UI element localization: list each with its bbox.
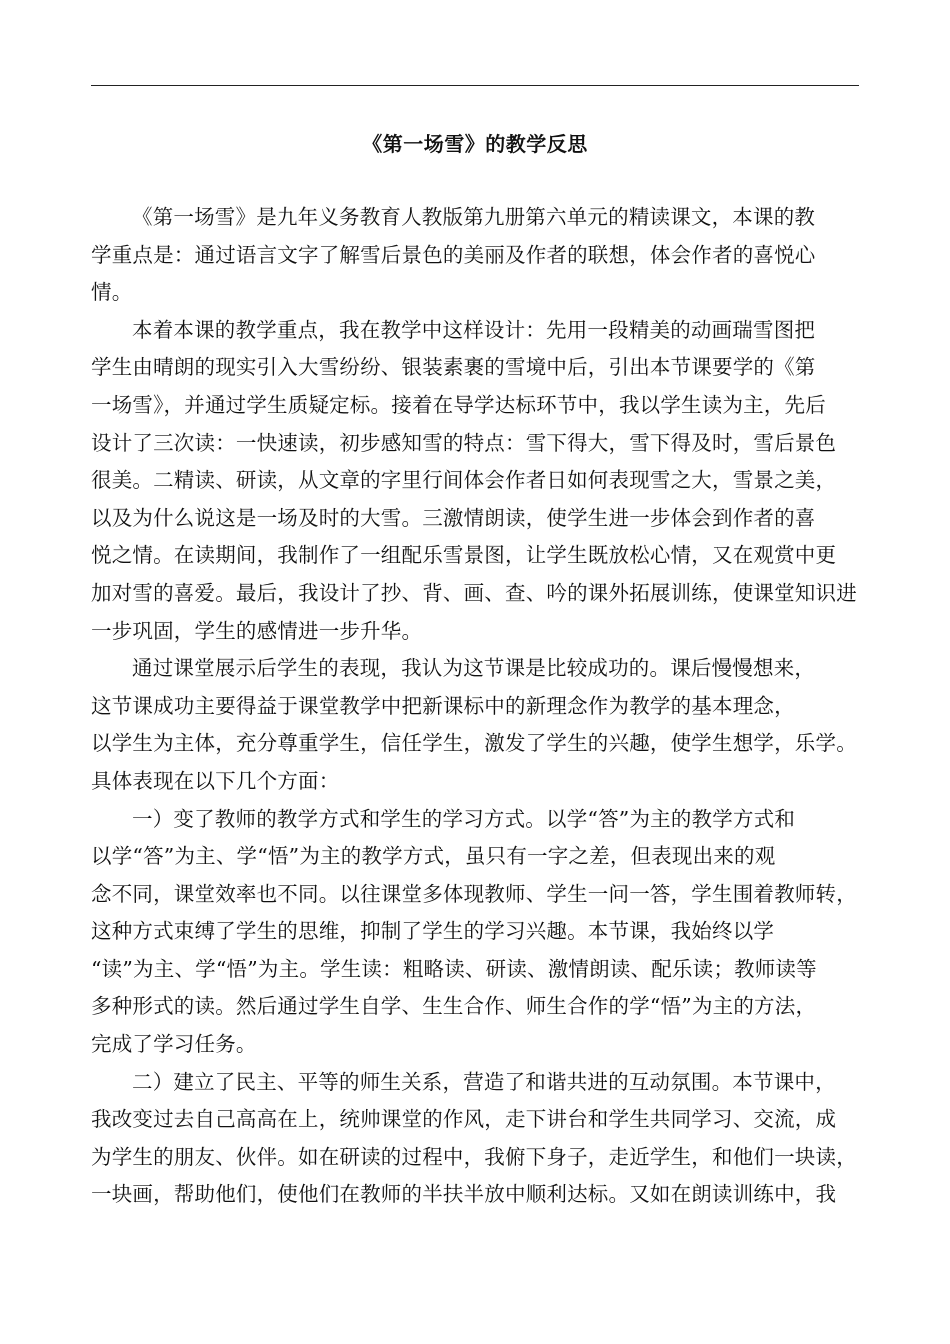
text-line: 悦之情。在读期间，我制作了一组配乐雪景图，让学生既放松心情，又在观赏中更: [91, 543, 837, 568]
text-line: 以学生为主体，充分尊重学生，信任学生，激发了学生的兴趣，使学生想学，乐学。: [91, 731, 857, 756]
document-title: 《第一场雪》的教学反思: [362, 132, 588, 156]
text-line: 这节课成功主要得益于课堂教学中把新课标中的新理念作为教学的基本理念，: [91, 693, 795, 718]
text-line: 一场雪》，并通过学生质疑定标。接着在导学达标环节中，我以学生读为主，先后: [91, 392, 826, 417]
text-line: 一）变了教师的教学方式和学生的学习方式。以学“答”为主的教学方式和: [132, 806, 796, 831]
text-line: 《第一场雪》是九年义务教育人教版第九册第六单元的精读课文，本课的教: [132, 205, 816, 229]
text-line: 加对雪的喜爱。最后，我设计了抄、背、画、查、吟的课外拓展训练，使课堂知识进: [91, 580, 857, 605]
text-line: 以及为什么说这是一场及时的大雪。三激情朗读，使学生进一步体会到作者的喜: [91, 505, 816, 530]
document-body: [91, 199, 861, 1214]
text-line: 学重点是：通过语言文字了解雪后景色的美丽及作者的联想，体会作者的喜悦心: [91, 242, 816, 267]
text-line: “读”为主、学“悟”为主。学生读：粗略读、研读、激情朗读、配乐读；教师读等: [91, 956, 817, 981]
text-line: 为学生的朋友、伙伴。如在研读的过程中，我俯下身子，走近学生，和他们一块读，: [91, 1144, 857, 1169]
text-line: 具体表现在以下几个方面：: [91, 768, 340, 793]
text-line: 情。: [91, 280, 133, 305]
text-line: 一步巩固，学生的感情进一步升华。: [91, 618, 423, 643]
text-line: 完成了学习任务。: [91, 1032, 257, 1057]
text-line: 多种形式的读。然后通过学生自学、生生合作、师生合作的学“悟”为主的方法，: [91, 994, 817, 1019]
text-line: 以学“答”为主、学“悟”为主的教学方式，虽只有一字之差，但表现出来的观: [91, 844, 776, 869]
text-line: 通过课堂展示后学生的表现，我认为这节课是比较成功的。课后慢慢想来，: [132, 656, 816, 681]
text-line: 二）建立了民主、平等的师生关系，营造了和谐共进的互动氛围。本节课中，: [132, 1069, 836, 1094]
header-rule: [91, 85, 859, 86]
text-line: 学生由晴朗的现实引入大雪纷纷、银装素裹的雪境中后，引出本节课要学的《第: [91, 355, 816, 380]
text-line: 很美。二精读、研读，从文章的字里行间体会作者日如何表现雪之大，雪景之美，: [91, 468, 837, 493]
text-line: 这种方式束缚了学生的思维，抑制了学生的学习兴趣。本节课，我始终以学: [91, 919, 775, 944]
text-line: 我改变过去自己高高在上，统帅课堂的作风，走下讲台和学生共同学习、交流，成: [91, 1107, 837, 1132]
text-line: 一块画，帮助他们，使他们在教师的半扶半放中顺利达标。又如在朗读训练中，我: [91, 1182, 837, 1207]
text-line: 设计了三次读：一快速读，初步感知雪的特点：雪下得大，雪下得及时，雪后景色: [91, 430, 837, 455]
text-line: 本着本课的教学重点，我在教学中这样设计：先用一段精美的动画瑞雪图把: [132, 317, 816, 342]
text-line: 念不同，课堂效率也不同。以往课堂多体现教师、学生一问一答，学生围着教师转，: [91, 881, 857, 906]
